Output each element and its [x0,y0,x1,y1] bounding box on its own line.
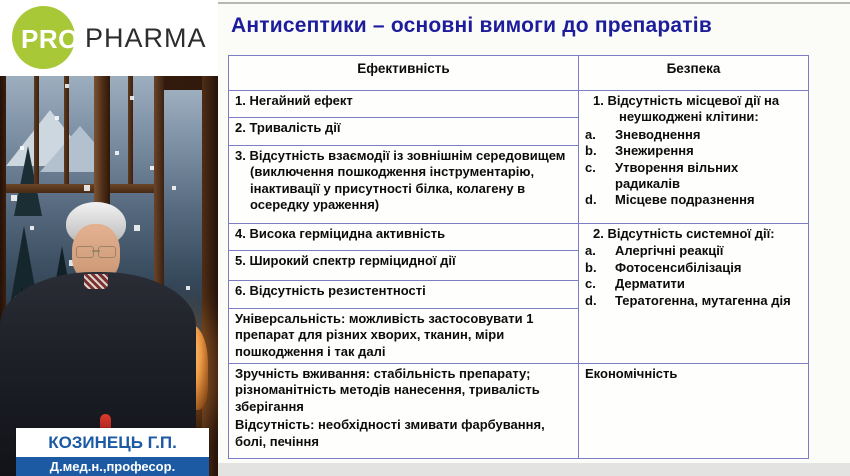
table-row [229,224,809,251]
list-letter: c. [585,276,596,292]
presenter-glasses [76,246,116,257]
effectiveness-cell-3 [229,146,579,224]
safety-list-item [585,293,802,309]
window-post [202,76,218,476]
safety-list-item [585,276,802,292]
safety-heading-2: 2. Відсутність системної дії: [593,226,775,241]
safety-list-item [585,243,802,259]
window-crossbar [110,184,154,193]
safety-list-item [585,127,802,143]
presenter-shirt-collar [84,274,108,289]
effectiveness-cell-7: Універсальність: можливість застосовувати 1 препарат для різних хворих, тканин, міри пошкодження і так далі [229,309,579,364]
effectiveness-text-3: 3. Відсутність взаємодії із зовнішнім середовищем (виключення пошкодження інструментарію, інактивації у присутності білка, колагену в осередку ураження) [235,148,566,213]
list-text: Дерматити [615,276,685,292]
safety-cell-2 [579,224,809,364]
webcam-scene [0,76,218,476]
col-header-safety: Безпека [579,56,809,91]
logo-text-pharma: PHARMA [85,23,207,53]
table-header-row [229,56,809,91]
list-letter: b. [585,143,597,159]
safety-list-item [585,192,802,208]
window-mullion [34,76,39,184]
effectiveness-cell-4: 4. Висока герміцидна активність [229,224,579,251]
col-header-effectiveness: Ефективність [229,56,579,91]
effectiveness-cell-5: 5. Широкий спектр герміцидної дії [229,251,579,281]
falling-snow [0,76,4,80]
effectiveness-cell-1: 1. Негайний ефект [229,91,579,118]
list-text: Тератогенна, мутагенна дія [615,292,791,308]
list-letter: d. [585,192,597,208]
effectiveness-text-8a: Зручність вживання: стабільність препарату; різноманітність методів нанесення, тривалість зберігання [235,366,540,414]
slide-title: Антисептики – основні вимоги до препаратів [231,14,712,37]
slide-panel [218,0,850,476]
list-text: Алергічні реакції [615,243,724,259]
list-letter: a. [585,126,596,142]
list-letter: a. [585,243,596,259]
webcam-panel [0,0,218,476]
list-text: Утворення вільних радикалів [615,159,739,191]
table-row [229,91,809,118]
safety-heading-1: 1. Відсутність місцевої дії на неушкоджені клітини: [593,93,780,125]
slide-top-divider [218,2,850,4]
logo-text-pro: PRO [21,24,79,54]
window-crossbar [6,184,94,193]
list-text: Зневоднення [615,126,701,142]
list-letter: d. [585,292,597,308]
list-text: Знежирення [615,143,694,159]
requirements-table [228,55,809,459]
list-text: Місцеве подразнення [615,192,755,208]
list-text: Фотосенсибілізація [615,259,742,275]
effectiveness-cell-8 [229,364,579,459]
safety-cell-3: Економічність [579,364,809,459]
window-mullion [64,76,69,184]
propharma-logo [0,0,218,76]
safety-list-item [585,260,802,276]
safety-list-item [585,160,802,193]
effectiveness-cell-2: 2. Тривалість дії [229,118,579,146]
safety-cell-1 [579,91,809,224]
presenter-role: Д.мед.н.,професор. [16,457,209,476]
window-mullion [128,76,133,184]
slide-bottom-strip [218,463,850,476]
safety-list-item [585,143,802,159]
presenter-name: КОЗИНЕЦЬ Г.П. [16,428,209,457]
list-letter: c. [585,159,596,175]
effectiveness-text-8b: Відсутність: необхідності змивати фарбування, болі, печіння [235,417,545,449]
list-letter: b. [585,259,597,275]
effectiveness-cell-6: 6. Відсутність резистентності [229,281,579,309]
table-row [229,364,809,459]
